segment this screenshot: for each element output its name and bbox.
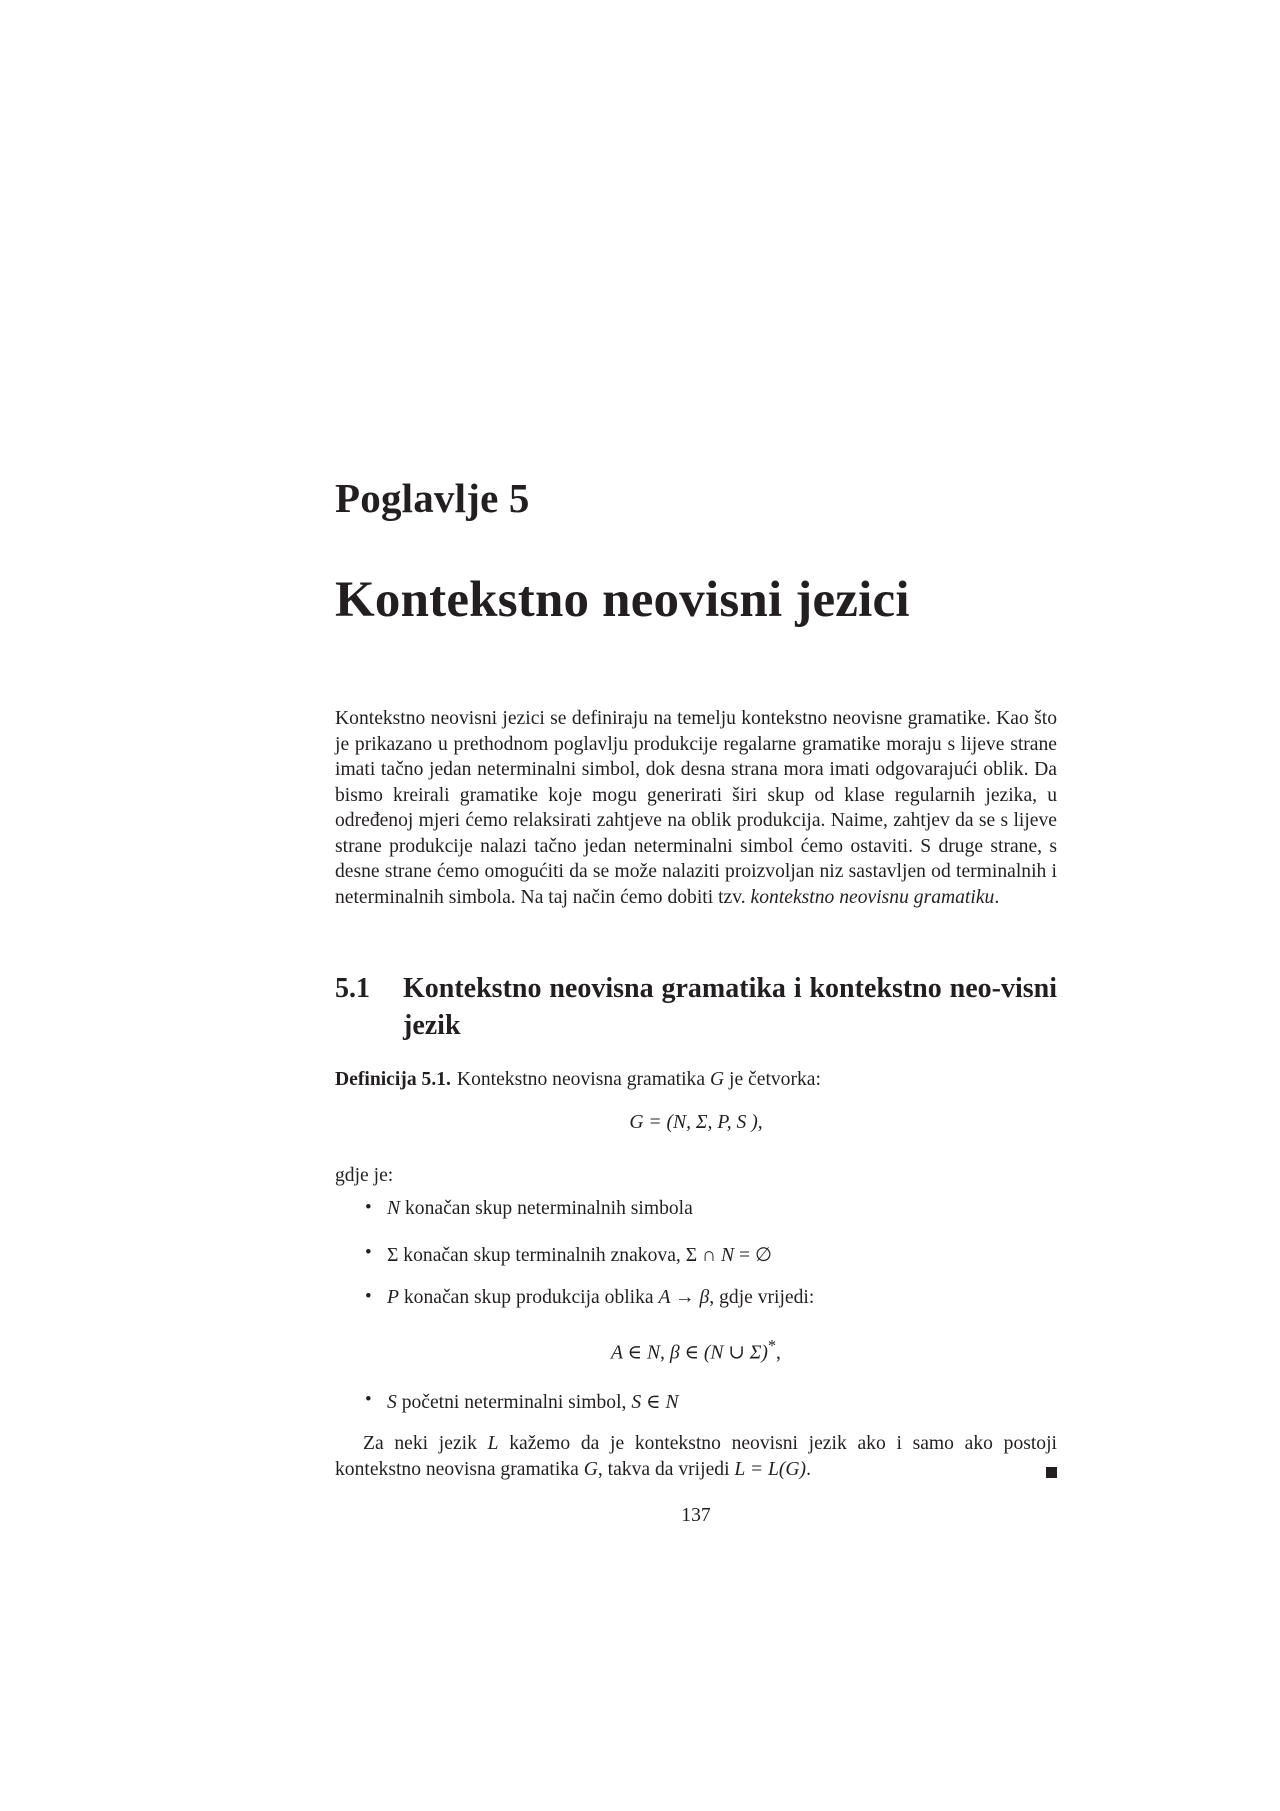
equation-2-tail: , <box>776 1342 781 1364</box>
definition-text-end: je četvorka: <box>724 1069 821 1090</box>
item-formula: S ∈ N <box>631 1392 679 1413</box>
section-number: 5.1 <box>335 973 370 1004</box>
list-item <box>365 1390 679 1414</box>
item-formula: A → β <box>658 1287 710 1308</box>
closing-text-end: . <box>806 1458 811 1480</box>
closing-formula: L = L(G) <box>734 1458 807 1480</box>
definition-text: Kontekstno neovisna gramatika <box>456 1069 710 1090</box>
item-text: konačan skup produkcija oblika <box>398 1287 659 1308</box>
equation-2-text: A ∈ N, β ∈ (N ∪ Σ) <box>611 1342 768 1364</box>
closing-text: , takva da vrijedi <box>597 1458 735 1480</box>
item-var: N <box>721 1245 735 1266</box>
item-text-end: , gdje vrijedi: <box>709 1287 815 1308</box>
section-title: Kontekstno neovisna gramatika i kontekstno neo-visni jezik <box>403 973 1057 1041</box>
item-var: N <box>387 1198 401 1219</box>
item-var: P <box>387 1287 399 1308</box>
bullet-icon: • <box>365 1242 372 1263</box>
chapter-title: Kontekstno neovisni jezici <box>335 572 910 628</box>
page-number: 137 <box>681 1505 711 1526</box>
intro-paragraph <box>335 706 1057 910</box>
list-item <box>365 1198 693 1220</box>
equation-grammar-tuple <box>335 1112 1057 1134</box>
closing-var-g: G <box>583 1458 598 1480</box>
section-heading <box>335 970 1057 1044</box>
item-var: S <box>387 1392 397 1413</box>
item-text: Σ konačan skup terminalnih znakova, Σ ∩ <box>387 1245 722 1266</box>
intro-emphasis: kontekstno neovisnu gramatiku <box>750 886 995 908</box>
list-item <box>365 1243 772 1267</box>
item-text: konačan skup neterminalnih simbola <box>400 1198 693 1219</box>
bullet-icon: • <box>365 1286 372 1307</box>
bullet-icon: • <box>365 1389 372 1410</box>
closing-var-l: L <box>487 1433 499 1454</box>
equation-1-lhs: G <box>629 1112 644 1133</box>
closing-text: Za neki jezik <box>363 1433 488 1454</box>
equation-production-domain <box>335 1336 1057 1365</box>
definition-var: G <box>709 1069 725 1090</box>
closing-text: kažemo da je kontekstno neovisni jezik ako i samo ako postoji kontekstno neovisna gramatika <box>335 1433 1057 1480</box>
qed-square-icon <box>1046 1467 1057 1478</box>
intro-text-end: . <box>994 886 1000 908</box>
definition-label: Definicija 5.1. <box>335 1069 451 1090</box>
bullet-icon: • <box>365 1197 372 1218</box>
where-label: gdje je: <box>335 1165 394 1186</box>
equation-1-rhs: = (N, Σ, P, S ), <box>643 1112 763 1133</box>
definition <box>335 1067 1057 1092</box>
item-text-end: = ∅ <box>734 1245 773 1266</box>
equation-2-superscript: * <box>767 1336 777 1355</box>
chapter-label: Poglavlje 5 <box>335 475 530 521</box>
list-item <box>365 1287 814 1309</box>
item-text: početni neterminalni simbol, <box>396 1392 632 1413</box>
closing-paragraph <box>335 1431 1057 1482</box>
intro-text: Kontekstno neovisni jezici se definiraju na temelju kontekstno neovisne gramatike. Kao što je prikazano u prethodnom poglavlju produkcije regalarne gramatike moraju s lijeve strane imati tačno jedan neterminalni simbol, dok desna strana mora imati odgovarajući oblik. Da bismo kreirali gramatike koje mogu generirati širi skup od klase regularnih jezika, u određenoj mjeri ćemo relaksirati zahtjeve na oblik produkcija. Naime, zahtjev da se s lijeve strane produkcije nalazi tačno jedan neterminalni simbol ćemo ostaviti. S druge strane, s desne strane ćemo omogućiti da se može nalaziti proizvoljan niz sastavljen od terminalnih i neterminalnih simbola. Na taj način ćemo dobiti tzv. <box>335 708 1057 908</box>
